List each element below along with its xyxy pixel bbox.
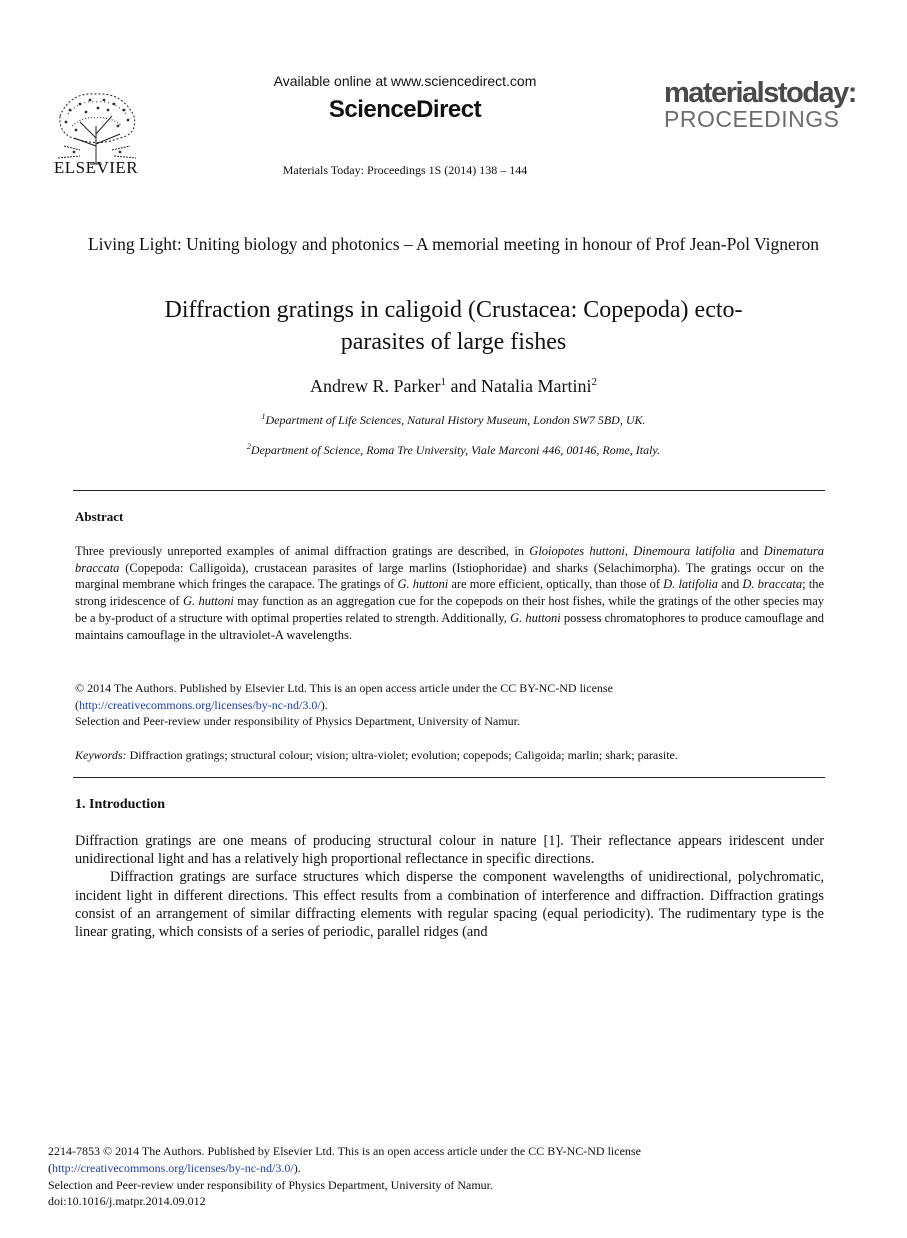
abstract-text-run: , bbox=[624, 544, 634, 558]
license-url-line bbox=[75, 697, 824, 714]
abstract-text-run: and bbox=[735, 544, 764, 558]
author-1-sup: 1 bbox=[440, 376, 446, 388]
paren-open: ( bbox=[48, 1160, 52, 1175]
species-name: Dinematura braccata bbox=[75, 544, 825, 575]
author-2-sup: 2 bbox=[591, 376, 597, 388]
license-line: © 2014 The Authors. Published by Elsevier Ltd. This is an open access article under the CC BY-NC-ND license bbox=[75, 681, 613, 695]
divider-bottom bbox=[73, 777, 825, 778]
affiliation-1-text: Department of Life Sciences, Natural History Museum, London SW7 5BD, UK. bbox=[265, 413, 646, 427]
author-1: Andrew R. Parker bbox=[310, 376, 441, 396]
affiliation-1 bbox=[70, 412, 837, 428]
elsevier-wordmark: ELSEVIER bbox=[53, 158, 139, 177]
footer-notice bbox=[48, 1143, 848, 1210]
available-online-text[interactable]: Available online at www.sciencedirect.com bbox=[273, 73, 537, 89]
intro-paragraph-1: Diffraction gratings are one means of producing structural colour in nature [1]. Their reflectance appears iridescent under unidirectional light and has a relatively high proportional reflectance in specific directions. bbox=[75, 833, 824, 868]
affiliation-2-sup: 2 bbox=[246, 442, 251, 451]
introduction-body bbox=[75, 832, 824, 941]
abstract-text-run: (Copepoda: Calligoida), crustacean parasites of large marlins (Istiophoridae) and sharks (Selachimorpha). The gratings occur on the marginal membrane which fringes the carapace. The gratings of bbox=[75, 560, 824, 592]
paper-title-line2: parasites of large fishes bbox=[340, 329, 567, 355]
keywords-label: Keywords: bbox=[75, 748, 127, 762]
abstract-body bbox=[75, 543, 824, 643]
footer-license-line: 2214-7853 © 2014 The Authors. Published by Elsevier Ltd. This is an open access article under the CC BY-NC-ND license bbox=[48, 1144, 641, 1158]
abstract-text-run: Three previously unreported examples of animal diffraction gratings are described, in bbox=[75, 544, 530, 558]
affiliation-1-sup: 1 bbox=[261, 412, 266, 421]
doi[interactable]: doi:10.1016/j.matpr.2014.09.012 bbox=[48, 1194, 206, 1209]
species-name: D. latifolia bbox=[663, 577, 719, 592]
abstract-text-run: and bbox=[718, 577, 743, 592]
abstract-text-run: may function as an aggregation cue for the copepods on their host fishes, while the gratings of the other species may be a by-product of a structure with optimal properties related to strength. Additionally, bbox=[75, 594, 824, 625]
author-2: Natalia Martini bbox=[481, 376, 592, 396]
abstract-text-run: ; the strong iridescence of bbox=[75, 577, 824, 609]
footer-peer-review-line: Selection and Peer-review under responsibility of Physics Department, University of Namur. bbox=[48, 1177, 493, 1192]
affiliation-2-text: Department of Science, Roma Tre University, Viale Marconi 446, 00146, Rome, Italy. bbox=[250, 443, 661, 457]
author-conjunction: and bbox=[450, 376, 477, 396]
mt-logo-line2: PROCEEDINGS bbox=[664, 106, 840, 132]
intro-paragraph-2: Diffraction gratings are surface structures which disperse the component wavelengths of unidirectional, polychromatic, incident light in different directions. This effect results from a combination of interference and diffraction. Diffraction gratings consist of an arrangement of similar diffracting elements with regular spacing (equal periodicity). The rudimentary type is the linear grating, which consists of a series of periodic, parallel ridges (and bbox=[75, 869, 824, 941]
species-name: D. braccata bbox=[742, 577, 803, 592]
license-link[interactable]: http://creativecommons.org/licenses/by-nc-nd/3.0/ bbox=[79, 697, 321, 712]
conference-title: Living Light: Uniting biology and photonics – A memorial meeting in honour of Prof Jean-Pol Vigneron bbox=[87, 234, 820, 254]
journal-reference: Materials Today: Proceedings 1S (2014) 138 – 144 bbox=[282, 163, 528, 177]
species-name: G. huttoni bbox=[182, 594, 234, 609]
abstract-text-run: possess chromatophores to produce camouflage and maintains camouflage in the ultraviolet-A wavelengths. bbox=[75, 610, 824, 642]
species-name: G. huttoni bbox=[397, 577, 449, 592]
section-heading-introduction: 1. Introduction bbox=[75, 797, 165, 812]
materials-today-logo bbox=[664, 78, 854, 130]
species-name: Gloiopotes huttoni bbox=[529, 544, 625, 558]
paper-title bbox=[70, 294, 837, 358]
paren-close: ). bbox=[293, 1160, 301, 1175]
mt-logo-line1: materialstoday: bbox=[664, 77, 856, 109]
paper-title-line1: Diffraction gratings in caligoid (Crustacea: Copepoda) ecto- bbox=[164, 297, 743, 323]
paren-open: ( bbox=[75, 697, 79, 712]
species-name: Dinemoura latifolia bbox=[633, 544, 736, 558]
keywords-text: Diffraction gratings; structural colour; vision; ultra-violet; evolution; copepods; Caligoida; marlin; shark; parasite. bbox=[126, 748, 678, 762]
footer-license-link[interactable]: http://creativecommons.org/licenses/by-nc-nd/3.0/ bbox=[52, 1160, 294, 1175]
paren-close: ). bbox=[320, 697, 328, 712]
abstract-heading: Abstract bbox=[75, 509, 124, 524]
footer-url-line bbox=[48, 1160, 848, 1177]
keywords bbox=[75, 748, 824, 763]
species-name: G. huttoni bbox=[510, 610, 561, 625]
license-notice bbox=[75, 680, 824, 730]
author-list bbox=[70, 376, 837, 397]
affiliation-2 bbox=[70, 442, 837, 458]
peer-review-line: Selection and Peer-review under responsibility of Physics Department, University of Namur. bbox=[75, 714, 520, 728]
sciencedirect-logo[interactable]: ScienceDirect bbox=[328, 96, 482, 123]
divider-top bbox=[73, 490, 825, 491]
abstract-text-run: are more efficient, optically, than those of bbox=[448, 577, 664, 592]
